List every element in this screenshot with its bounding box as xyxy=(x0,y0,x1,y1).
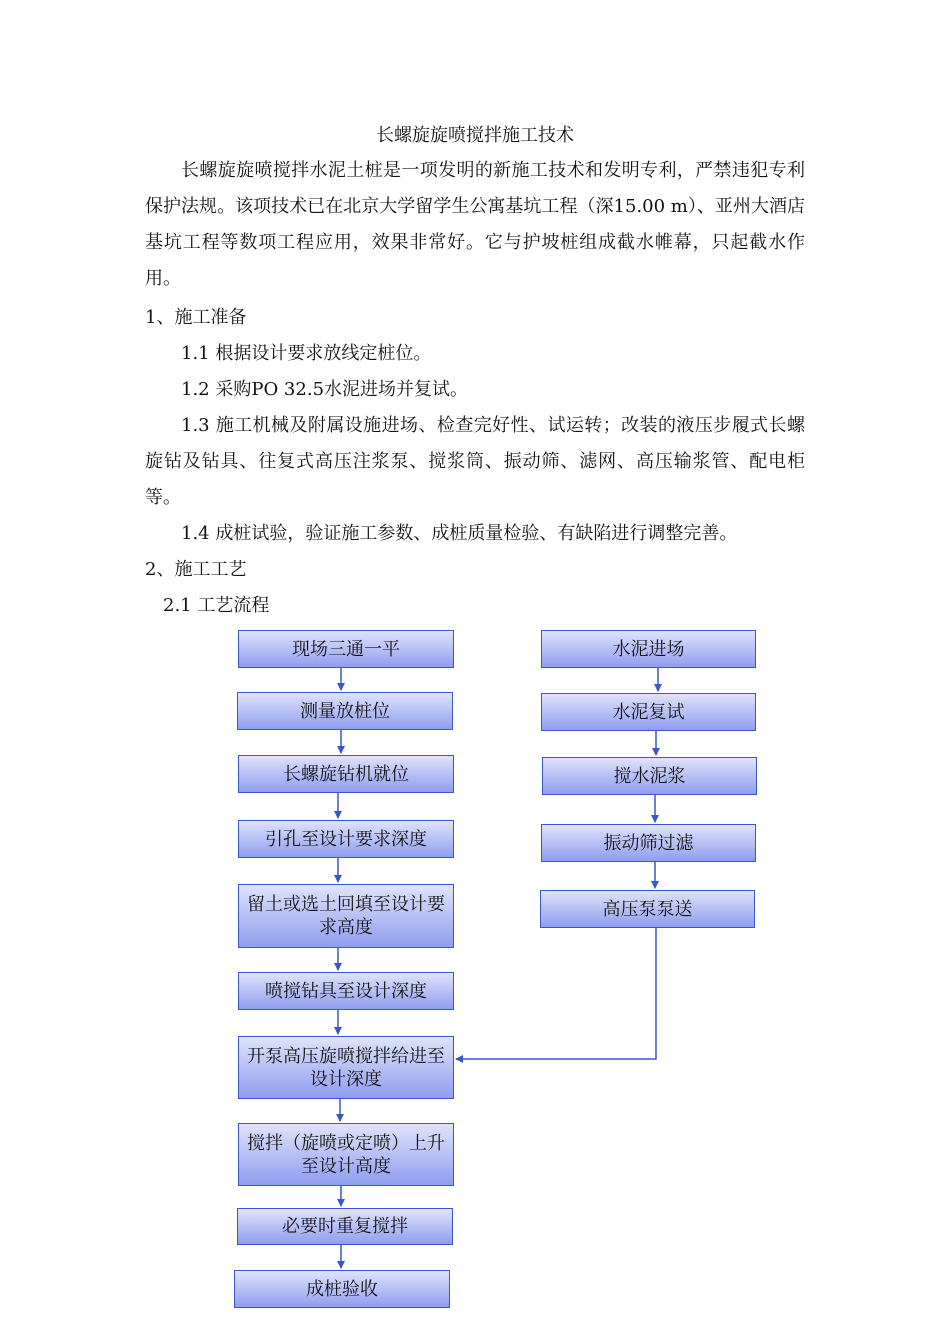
document-title: 长螺旋旋喷搅拌施工技术 xyxy=(376,125,574,146)
flow-screen-filter: 振动筛过滤 xyxy=(541,824,756,862)
flow-step-10: 成桩验收 xyxy=(234,1270,450,1308)
flow-step-3: 长螺旋钻机就位 xyxy=(238,755,454,793)
flow-pump-delivery: 高压泵泵送 xyxy=(540,890,755,928)
flow-cement-arrival: 水泥进场 xyxy=(541,630,756,668)
left-column-arrows xyxy=(338,668,341,1268)
section-1-heading: 1、施工准备 xyxy=(145,307,247,328)
item-1-2: 1.2 采购PO 32.5水泥进场并复试。 xyxy=(181,379,469,400)
item-1-4: 1.4 成桩试验，验证施工参数、成桩质量检验、有缺陷进行调整完善。 xyxy=(181,523,738,544)
intro-paragraph: 长螺旋旋喷搅拌水泥土桩是一项发明的新施工技术和发明专利，严禁违犯专利保护法规。该项技术已在北京大学留学生公寓基坑工程（深15.00 m）、亚州大酒店基坑工程等数项工程应用，效果非常好。它与护坡桩组成截水帷幕，只起截水作用。 xyxy=(145,160,805,289)
item-1-1: 1.1 根据设计要求放线定桩位。 xyxy=(181,343,432,364)
flow-step-6: 喷搅钻具至设计深度 xyxy=(238,972,454,1010)
section-2-heading: 2、施工工艺 xyxy=(145,559,247,580)
flow-mix-slurry: 搅水泥浆 xyxy=(542,757,757,795)
flow-step-2: 测量放桩位 xyxy=(237,692,453,730)
flow-step-9: 必要时重复搅拌 xyxy=(237,1208,453,1245)
flow-step-8: 搅拌（旋喷或定喷）上升至设计高度 xyxy=(238,1123,454,1186)
flow-step-4: 引孔至设计要求深度 xyxy=(238,820,454,858)
flow-step-5: 留土或选土回填至设计要求高度 xyxy=(238,884,454,948)
subsection-2-1: 2.1 工艺流程 xyxy=(163,595,270,616)
flow-cement-retest: 水泥复试 xyxy=(541,693,756,731)
flow-step-1: 现场三通一平 xyxy=(238,630,454,668)
right-column-arrows xyxy=(456,668,658,1059)
flow-step-7: 开泵高压旋喷搅拌给进至设计深度 xyxy=(238,1036,454,1099)
item-1-3: 1.3 施工机械及附属设施进场、检查完好性、试运转；改装的液压步履式长螺旋钻及钻具、往复式高压注浆泵、搅浆筒、振动筛、滤网、高压输浆管、配电柜等。 xyxy=(145,415,805,508)
arrow-pump-to-grout xyxy=(456,928,656,1059)
